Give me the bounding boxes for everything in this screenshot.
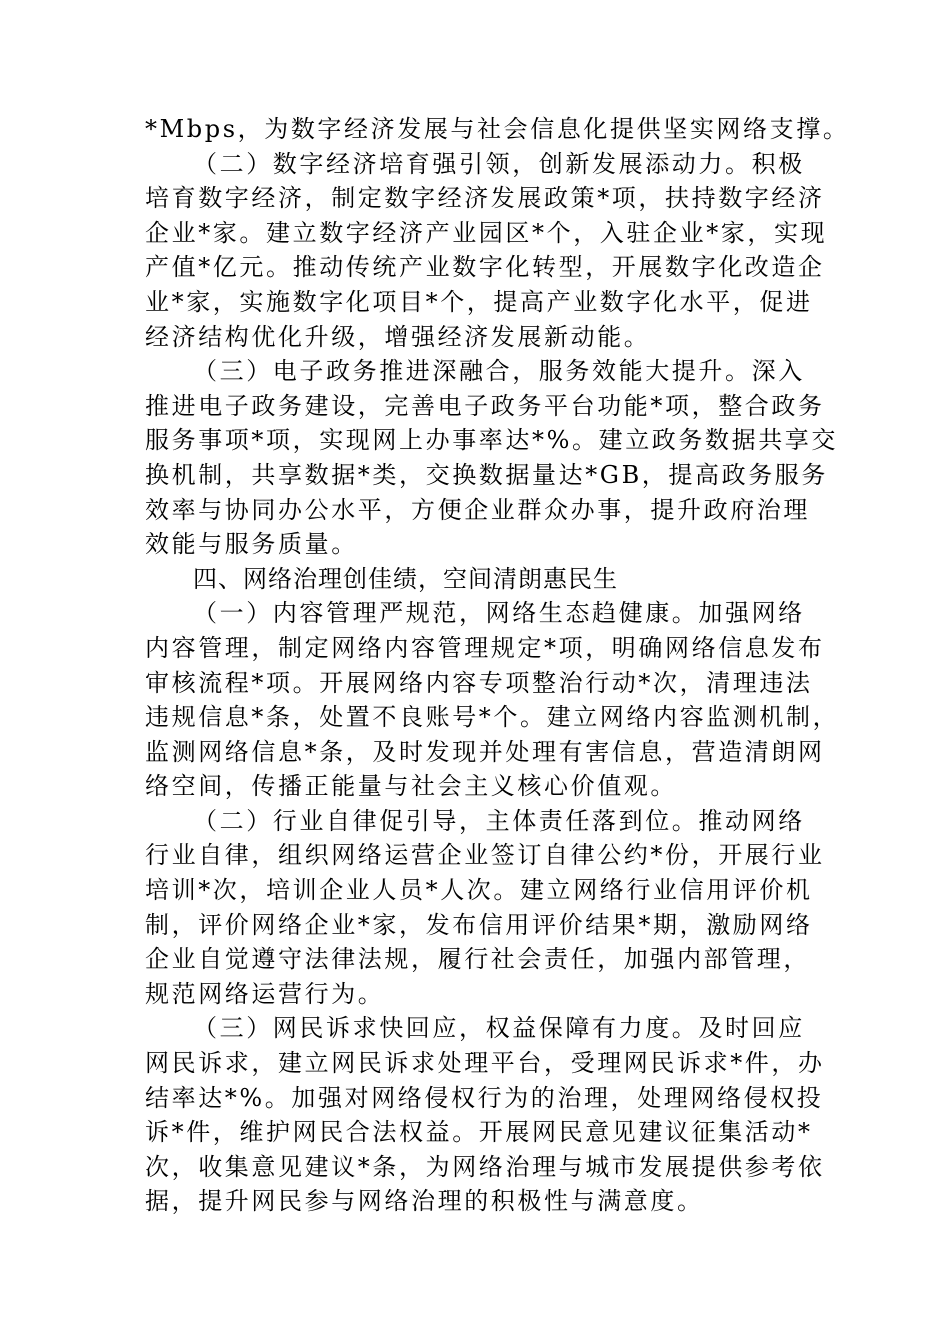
text-line: （三）电子政务推进深融合，服务效能大提升。深入 [193,357,805,386]
text-line: 企业*家。建立数字经济产业园区*个，入驻企业*家，实现 [145,218,828,247]
paragraph-content-management [145,596,840,804]
text-line: 结率达*%。加强对网络侵权行为的治理，处理网络侵权投 [145,1083,824,1112]
text-line: 监测网络信息*条，及时发现并处理有害信息，营造清朗网 [145,737,825,766]
text-line: 网民诉求，建立网民诉求处理平台，受理网民诉求*件，办 [145,1049,825,1078]
text-line: 效率与协同办公水平，方便企业群众办事，提升政府治理 [145,495,810,524]
text-line: 据，提升网民参与网络治理的积极性与满意度。 [145,1187,704,1216]
text-line: 推进电子政务建设，完善电子政务平台功能*项，整合政务 [145,391,825,420]
text-line: 诉*件，维护网民合法权益。开展网民意见建议征集活动* [145,1118,813,1147]
text-line: （二）数字经济培育强引领，创新发展添动力。积极 [193,149,805,178]
paragraph-digital-economy [145,147,828,355]
text-line: 产值*亿元。推动传统产业数字化转型，开展数字化改造企 [145,253,825,282]
text-line: （二）行业自律促引导，主体责任落到位。推动网络 [193,806,805,835]
text-line: 违规信息*条，处置不良账号*个。建立网络内容监测机制， [145,703,840,732]
text-line: 换机制，共享数据*类，交换数据量达*GB，提高政务服务 [145,460,829,489]
text-line: 培训*次，培训企业人员*人次。建立网络行业信用评价机 [145,876,813,905]
text-line: 审核流程*项。开展网络内容专项整治行动*次，清理违法 [145,668,813,697]
text-line: （一）内容管理严规范，网络生态趋健康。加强网络 [193,599,805,628]
section-heading [145,562,807,597]
text-line: 业*家，实施数字化项目*个，提高产业数字化水平，促进 [145,287,813,316]
text-line: 行业自律，组织网络运营企业签订自律公约*份，开展行业 [145,841,825,870]
text-line: （三）网民诉求快回应，权益保障有力度。及时回应 [193,1014,805,1043]
paragraph-e-government [145,354,839,562]
text-line: 效能与服务质量。 [145,530,358,559]
document-page [145,112,850,1219]
text-line: 次，收集意见建议*条，为网络治理与城市发展提供参考依 [145,1152,825,1181]
text-line: 经济结构优化升级，增强经济发展新动能。 [145,322,651,351]
text-line: *Mbps，为数字经济发展与社会信息化提供坚实网络支撑。 [145,115,850,143]
text-line: 企业自觉遵守法律法规，履行社会责任，加强内部管理， [145,945,810,974]
heading-text: 四、网络治理创佳绩，空间清朗惠民生 [193,564,618,593]
text-line: 内容管理，制定网络内容管理规定*项，明确网络信息发布 [145,633,825,662]
paragraph-continuation [145,112,850,147]
text-line: 络空间，传播正能量与社会主义核心价值观。 [145,772,677,801]
text-line: 培育数字经济，制定数字经济发展政策*项，扶持数字经济 [145,184,825,213]
paragraph-netizen-appeals [145,1011,825,1219]
text-line: 制，评价网络企业*家，发布信用评价结果*期，激励网络 [145,910,813,939]
paragraph-industry-self-discipline [145,804,825,1012]
text-line: 规范网络运营行为。 [145,979,385,1008]
text-line: 服务事项*项，实现网上办事率达*%。建立政务数据共享交 [145,426,839,455]
